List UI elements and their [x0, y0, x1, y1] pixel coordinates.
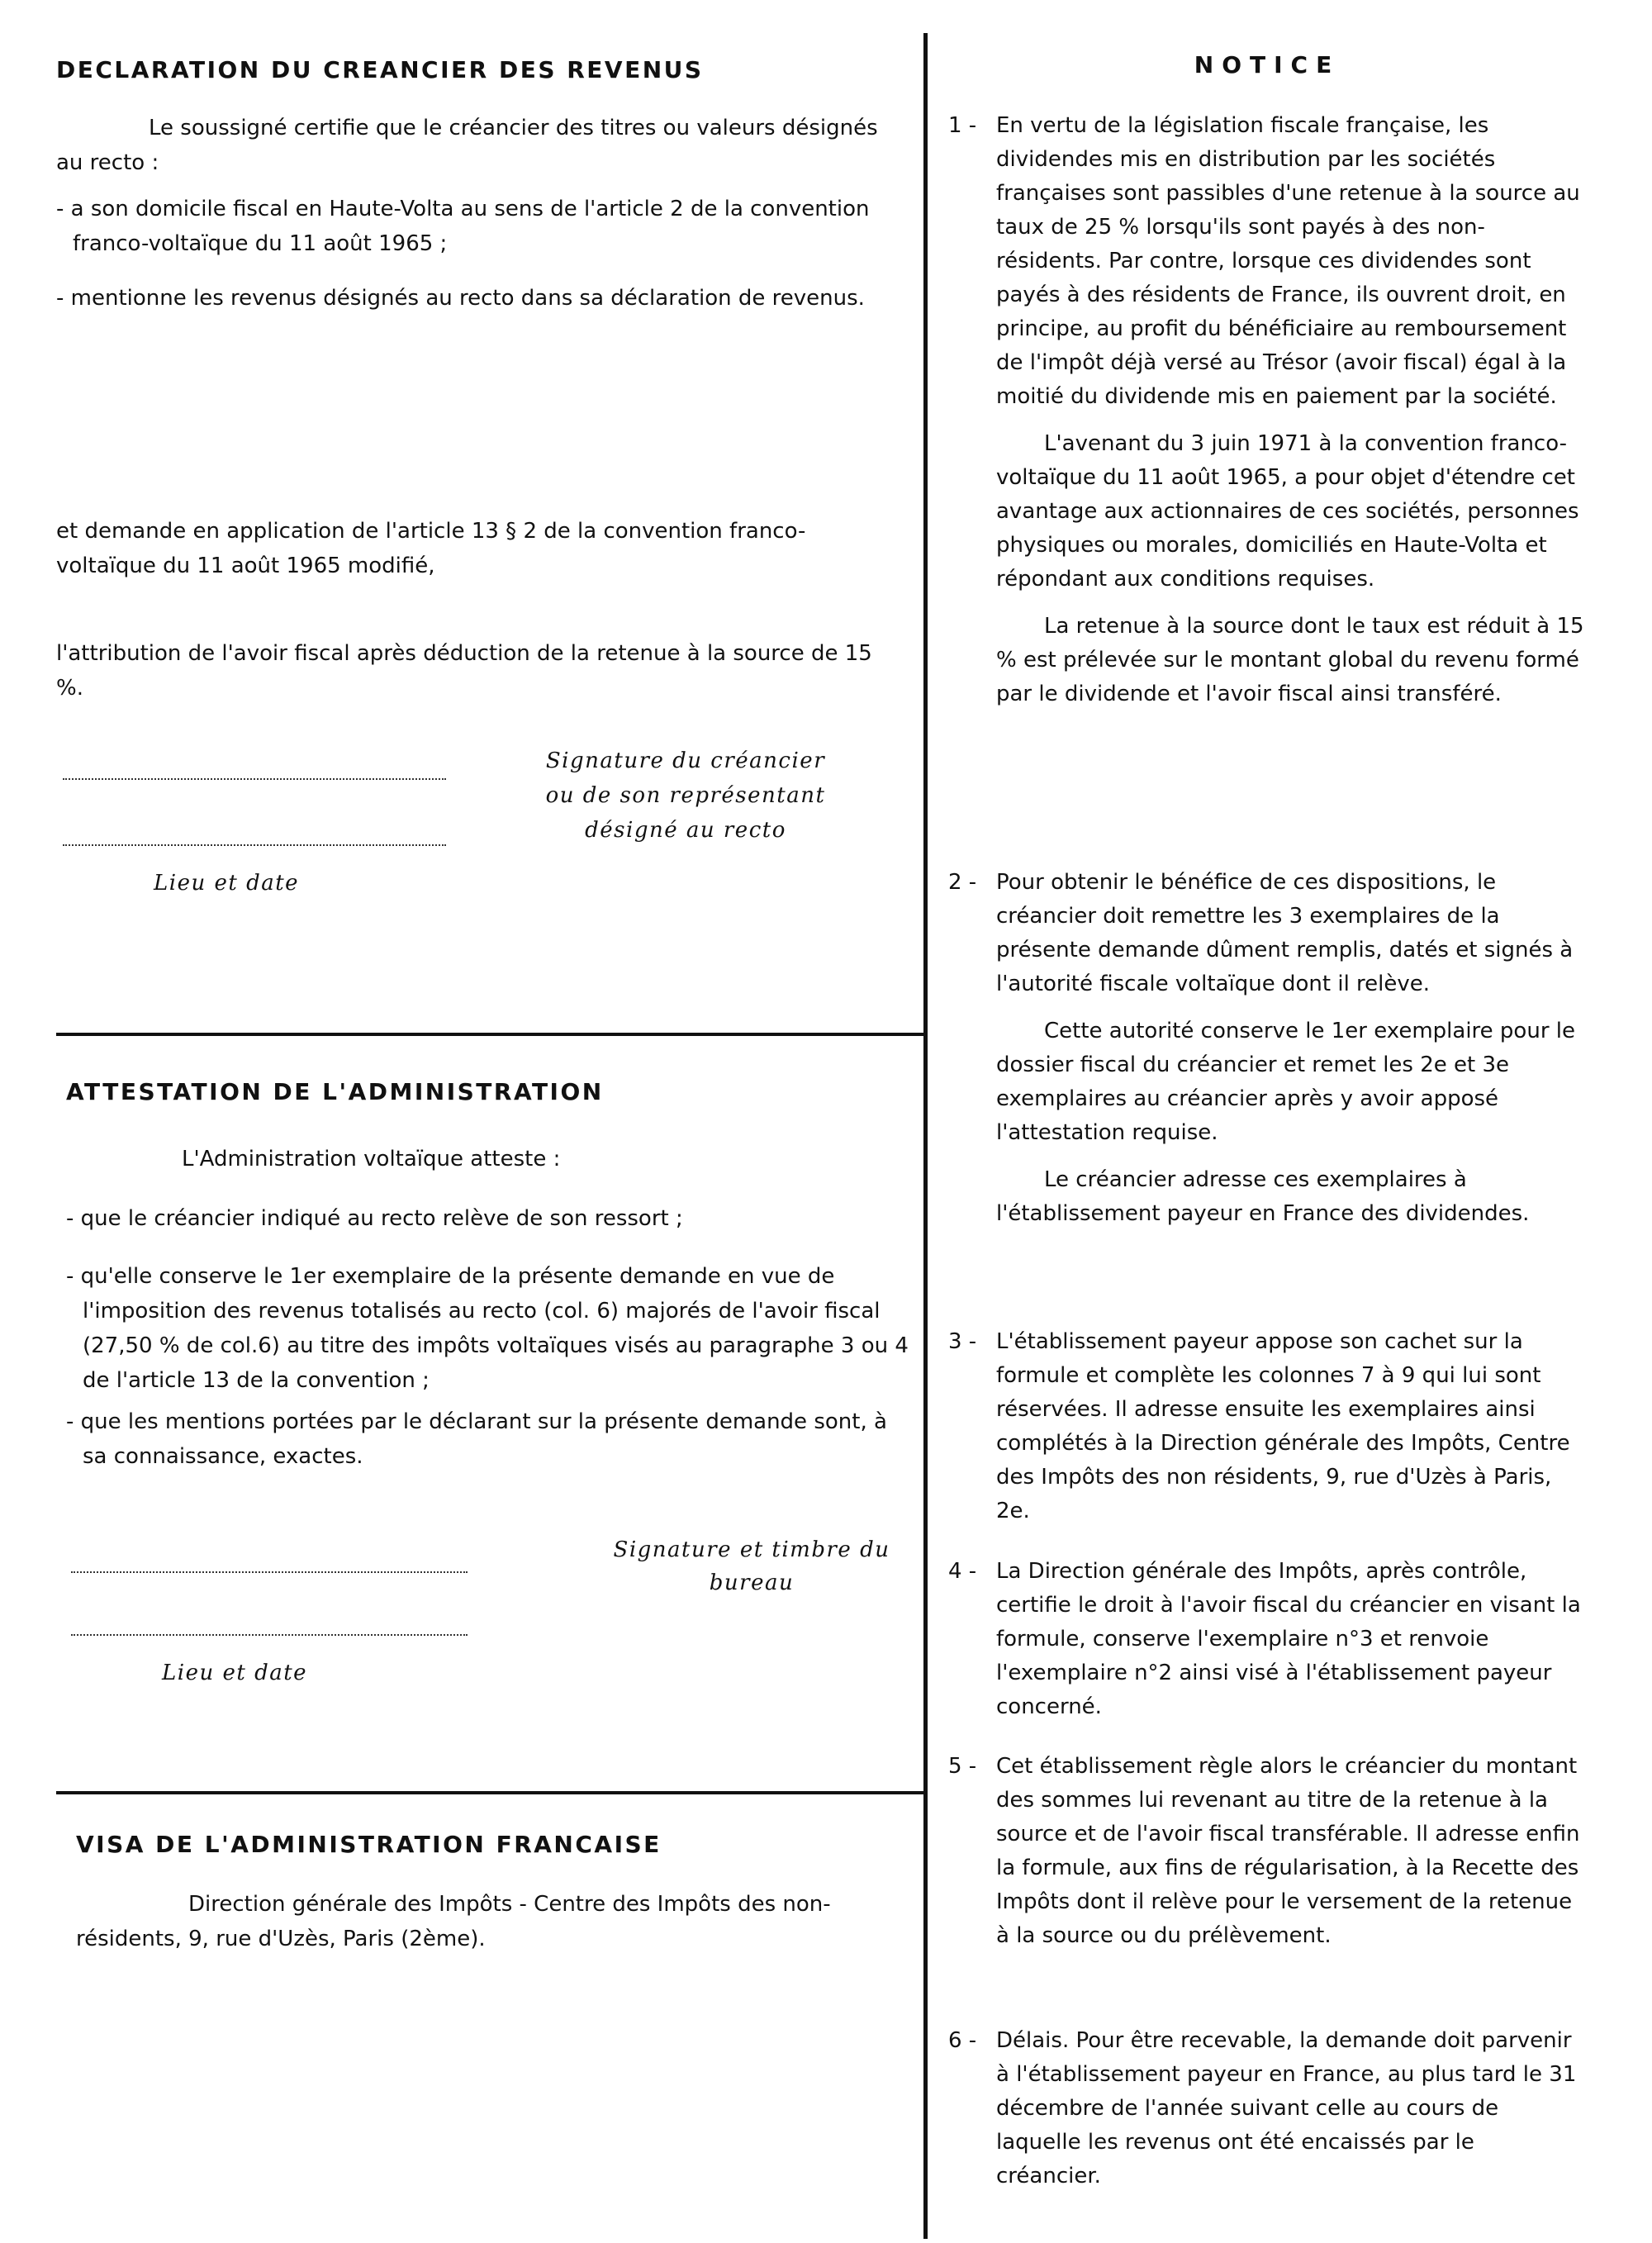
- notice-paragraph: Cet établissement règle alors le créancier du montant des sommes lui revenant au titre de la retenue à la source et de l'avoir fiscal transférable. Il adresse enfin la formule, aux fins de régularisation, à la Recette des Impôts dont il relève pour le versement de la retenue à la source ou du prélèvement.: [996, 1754, 1580, 1948]
- attestation-signature-line[interactable]: [71, 1571, 468, 1573]
- attestation-title: ATTESTATION DE L'ADMINISTRATION: [66, 1078, 604, 1105]
- notice-paragraph: L'établissement payeur appose son cachet sur la formule et complète les colonnes 7 à 9 qui lui sont réservées. Il adresse ensuite les exemplaires ainsi complétés à la Direction générale des Impôts, Centre des Impôts des non résidents, 9, rue d'Uzès à Paris, 2e.: [996, 1329, 1570, 1523]
- vertical-divider: [923, 33, 928, 2239]
- visa-text: Direction générale des Impôts - Centre des Impôts des non-résidents, 9, rue d'Uzès, Paris (2ème).: [76, 1892, 831, 1951]
- declaration-attribution: l'attribution de l'avoir fiscal après déduction de la retenue à la source de 15 %.: [56, 641, 872, 701]
- notice-item-number: 3 -: [948, 1329, 977, 1354]
- notice-item-4: [948, 1555, 1586, 1737]
- declaration-place-date-label: Lieu et date: [154, 871, 300, 896]
- notice-item-number: 6 -: [948, 2028, 977, 2053]
- attestation-place-date-label: Lieu et date: [162, 1661, 308, 1685]
- notice-paragraph: Pour obtenir le bénéfice de ces dispositions, le créancier doit remettre les 3 exemplaires de la présente demande dûment remplis, datés et signés à l'autorité fiscale voltaïque dont il relève.: [996, 870, 1574, 996]
- declaration-signature-label: Signature du créancier ou de son représentant désigné au recto: [545, 748, 826, 843]
- notice-item-number: 2 -: [948, 870, 977, 895]
- notice-item-number: 5 -: [948, 1754, 977, 1779]
- notice-paragraph: En vertu de la législation fiscale française, les dividendes mis en distribution par les sociétés françaises sont passibles d'une retenue à la source au taux de 25 % lorsqu'ils sont payés à des non-résidents. Par contre, lorsque ces dividendes sont payés à des résidents de France, ils ouvrent droit, en principe, au profit du bénéficiaire au remboursement de l'impôt déjà versé au Trésor (avoir fiscal) égal à la moitié du dividende mis en paiement par la société.: [996, 113, 1580, 409]
- notice-item-number: 4 -: [948, 1559, 977, 1584]
- visa-title: VISA DE L'ADMINISTRATION FRANCAISE: [76, 1831, 662, 1858]
- attestation-bullet-mentions: - que les mentions portées par le déclarant sur la présente demande sont, à sa connaissance, exactes.: [66, 1409, 887, 1469]
- declaration-signature-line[interactable]: [63, 778, 446, 780]
- notice-paragraph: Le créancier adresse ces exemplaires à l'établissement payeur en France des dividendes.: [996, 1167, 1530, 1226]
- declaration-request: et demande en application de l'article 13 § 2 de la convention franco-voltaïque du 11 août 1965 modifié,: [56, 519, 806, 578]
- notice-paragraph: Cette autorité conserve le 1er exemplaire pour le dossier fiscal du créancier et remet les 2e et 3e exemplaires au créancier après y avoir apposé l'attestation requise.: [996, 1019, 1575, 1145]
- attestation-intro: L'Administration voltaïque atteste :: [182, 1147, 561, 1171]
- attestation-bullet-exemplaire: - qu'elle conserve le 1er exemplaire de la présente demande en vue de l'imposition des revenus totalisés au recto (col. 6) majorés de l'avoir fiscal (27,50 % de col.6) au titre des impôts voltaïques visés au paragraphe 3 ou 4 de l'article 13 de la convention ;: [66, 1264, 909, 1393]
- section-divider-attestation: [56, 1033, 925, 1036]
- notice-item-5: [948, 1750, 1586, 1966]
- notice-item-3: [948, 1325, 1586, 1542]
- declaration-bullet-domicile: - a son domicile fiscal en Haute-Volta au sens de l'article 2 de la convention franco-voltaïque du 11 août 1965 ;: [56, 197, 870, 256]
- declaration-title: DECLARATION DU CREANCIER DES REVENUS: [56, 56, 704, 83]
- notice-paragraph: La retenue à la source dont le taux est réduit à 15 % est prélevée sur le montant global du revenu formé par le dividende et l'avoir fiscal ainsi transféré.: [996, 614, 1584, 706]
- notice-title: NOTICE: [1194, 51, 1341, 78]
- declaration-bullet-revenus: - mentionne les revenus désignés au recto dans sa déclaration de revenus.: [56, 286, 865, 311]
- attestation-bullet-ressort: - que le créancier indiqué au recto relève de son ressort ;: [66, 1206, 683, 1231]
- notice-item-1: [948, 109, 1586, 725]
- section-divider-visa: [56, 1791, 925, 1794]
- notice-paragraph: Délais. Pour être recevable, la demande doit parvenir à l'établissement payeur en France, au plus tard le 31 décembre de l'année suivant celle au cours de laquelle les revenus ont été encaissés par le créancier.: [996, 2028, 1577, 2188]
- notice-paragraph: La Direction générale des Impôts, après contrôle, certifie le droit à l'avoir fiscal du créancier en visant la formule, conserve l'exemplaire n°3 et renvoie l'exemplaire n°2 ainsi visé à l'établissement payeur concerné.: [996, 1559, 1581, 1719]
- declaration-place-date-line[interactable]: [63, 844, 446, 846]
- notice-item-2: [948, 866, 1586, 1244]
- notice-paragraph: L'avenant du 3 juin 1971 à la convention franco-voltaïque du 11 août 1965, a pour objet d'étendre cet avantage aux actionnaires de ces sociétés, personnes physiques ou morales, domiciliés en Haute-Volta et répondant aux conditions requises.: [996, 431, 1579, 592]
- attestation-place-date-line[interactable]: [71, 1634, 468, 1636]
- notice-item-6: [948, 2024, 1586, 2207]
- notice-item-number: 1 -: [948, 113, 977, 138]
- attestation-signature-label: Signature et timbre du bureau: [613, 1537, 890, 1595]
- declaration-intro: Le soussigné certifie que le créancier des titres ou valeurs désignés au recto :: [56, 116, 878, 175]
